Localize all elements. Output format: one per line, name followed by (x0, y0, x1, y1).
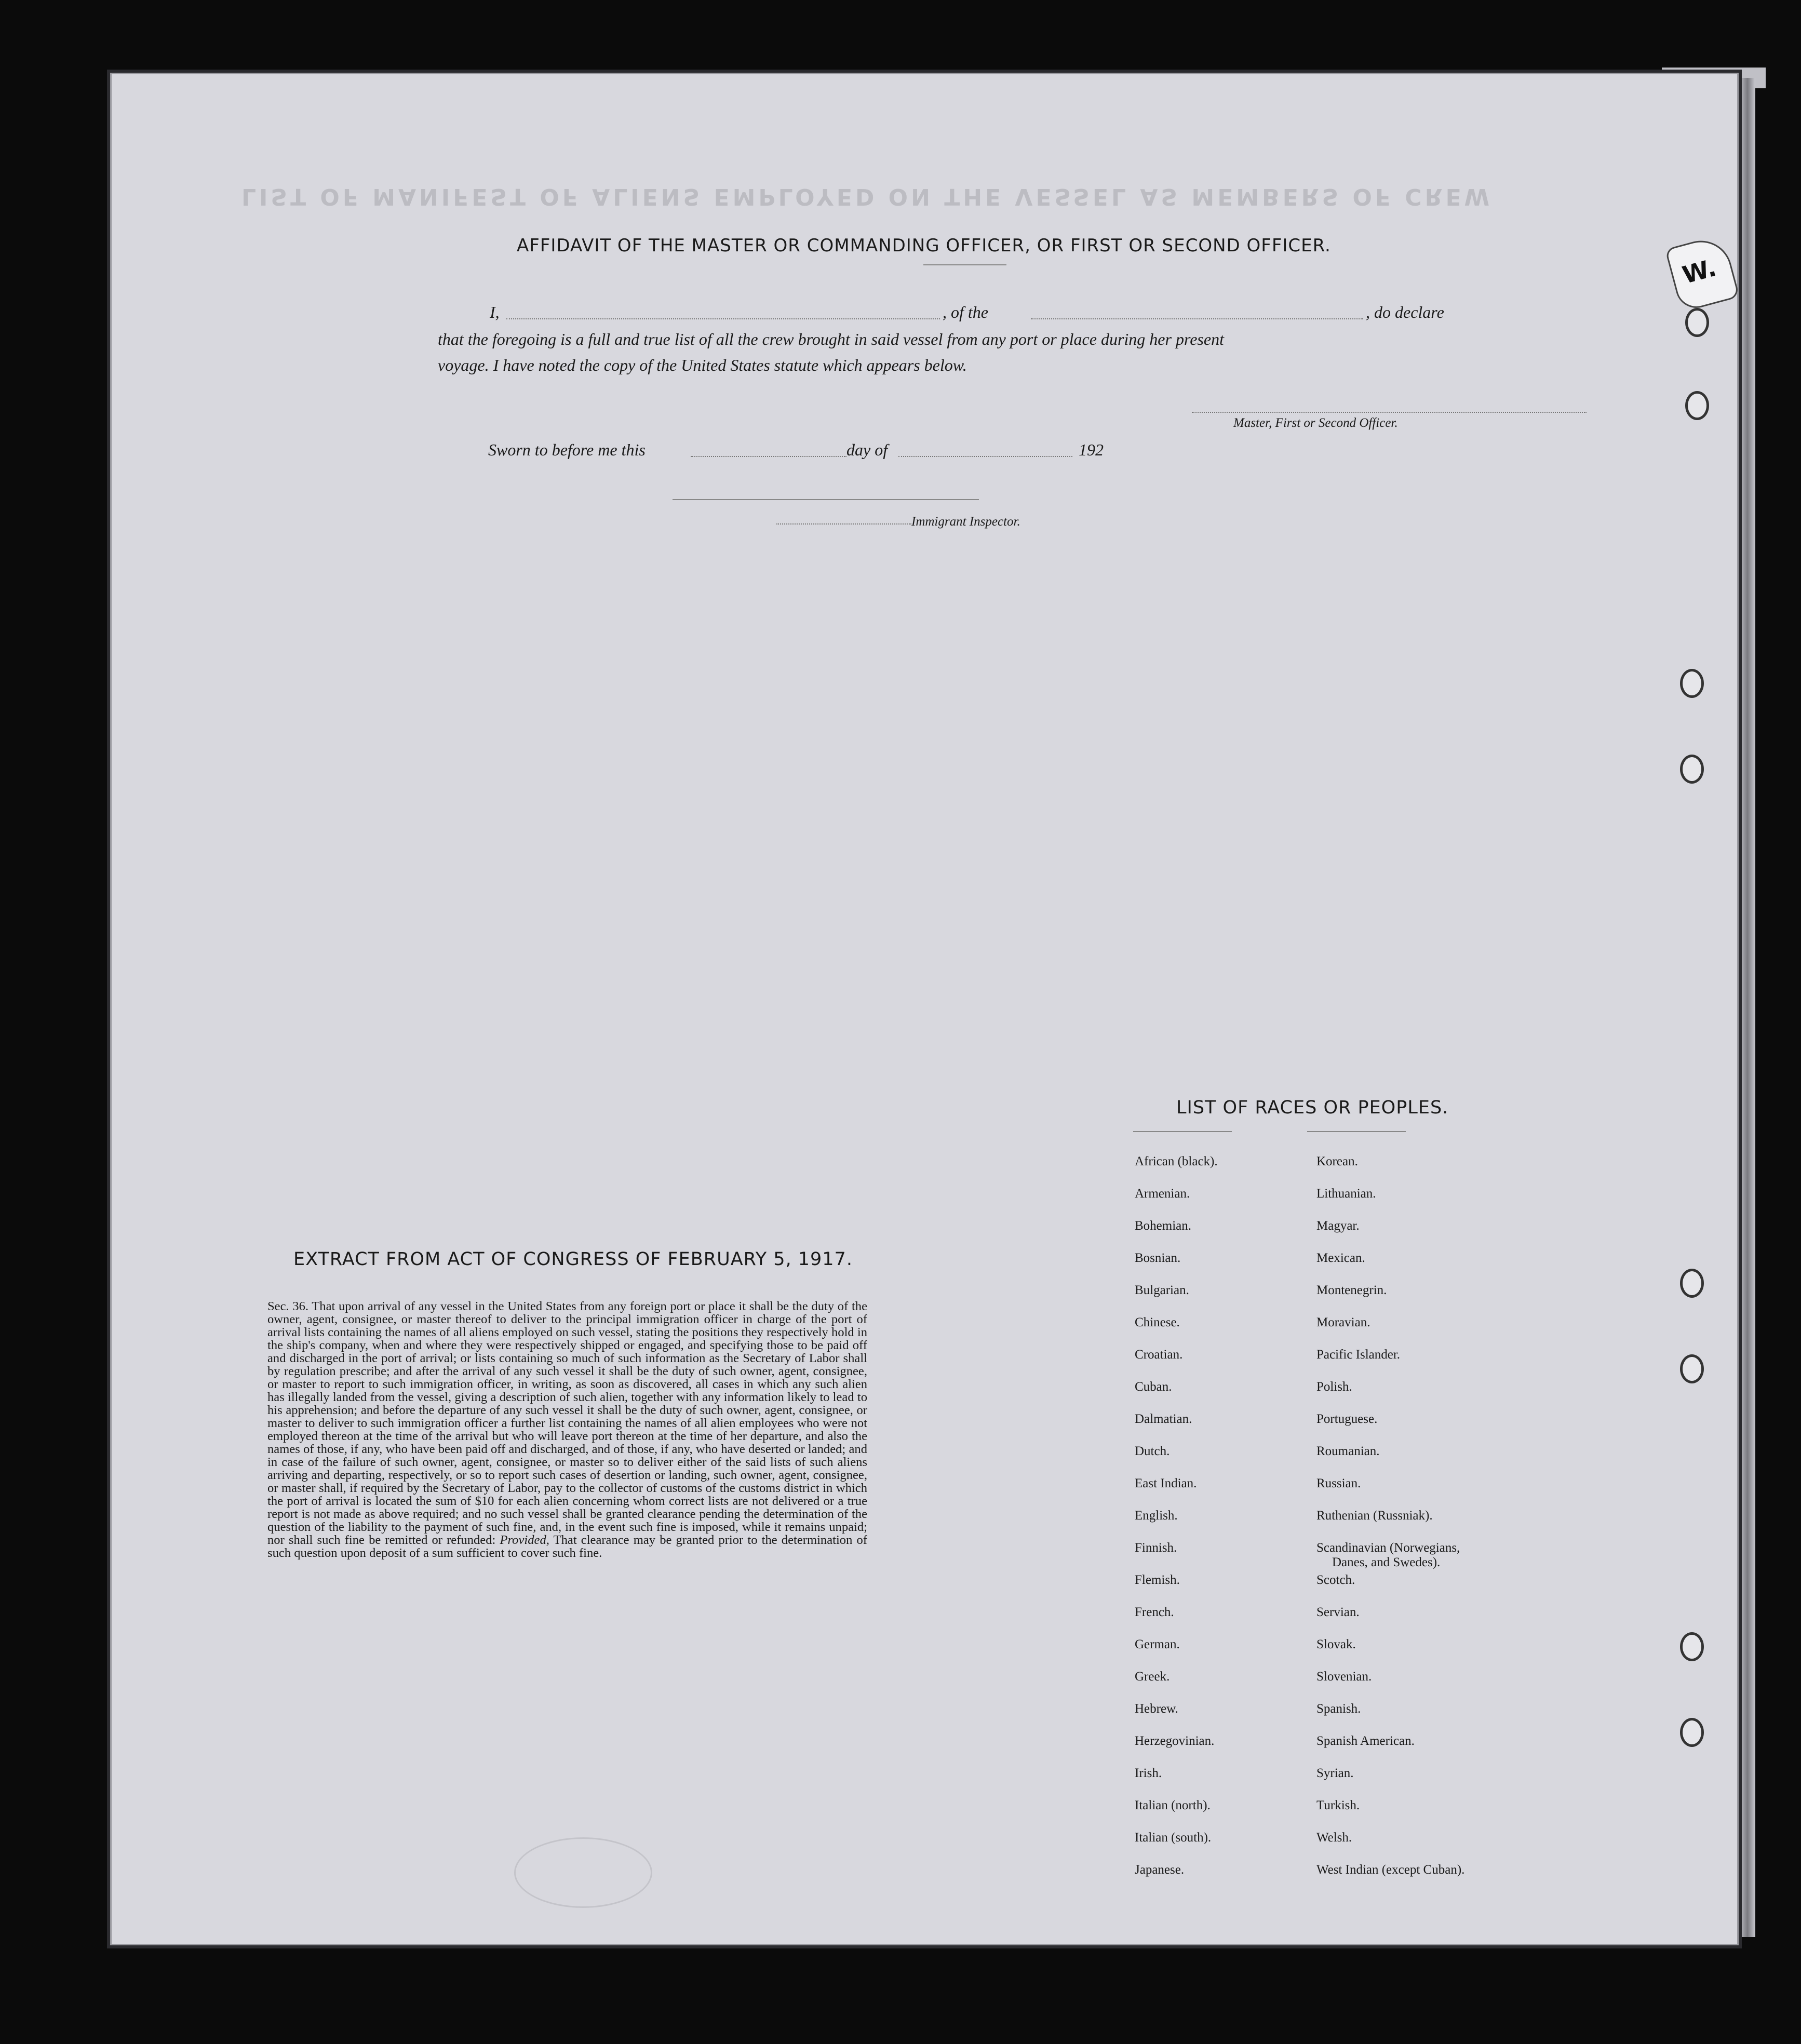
races-title: LIST OF RACES OR PEOPLES. (1176, 1097, 1449, 1118)
race-item: Montenegrin. (1316, 1283, 1387, 1297)
race-item: Russian. (1316, 1476, 1361, 1490)
race-item: Finnish. (1135, 1541, 1177, 1555)
race-item: Armenian. (1135, 1187, 1190, 1201)
race-item: Flemish. (1135, 1573, 1180, 1587)
extract-body: Sec. 36. That upon arrival of any vessel in the United States from any foreign port or place it shall be the duty of the owner, agent, consignee, or master thereof to deliver to the principal immigration officer in charge of the port of arrival lists containing the names of all aliens employed on such vessel, stating the positions they respectively hold in the ship's company, when and where they were respectively shipped or engaged, and specifying those to be paid off and discharged in the port of arrival; or lists containing so much of such information as the Secretary of Labor shall by regulation prescribe; and after the arrival of any such vessel it shall be the duty of such owner, agent, consignee, or master to report to such immigration officer, in writing, as soon as discovered, all cases in which any such alien has illegally landed from the vessel, giving a description of such alien, together with any information likely to lead to his apprehension; and before the departure of any such vessel it shall be the duty of such owner, agent, consignee, or master to deliver to such immigration officer a further list containing the names of all alien employees who were not employed thereon at the time of the arrival but who will leave port thereon at the time of her departure, and also the names of those, if any, who have been paid off and discharged, and of those, if any, who have deserted or landed; and in case of the failure of such owner, agent, consignee, or master so to deliver either of the said lists of such aliens arriving and departing, respectively, or so to report such cases of desertion or landing, such owner, agent, consignee, or master shall, if required by the Secretary of Labor, pay to the collector of customs of the customs district in which the port of arrival is located the sum of $10 for each alien concerning whom correct lists are not delivered or a true report is not made as above required; and no such vessel shall be granted clearance pending the determination of the question of the liability to the payment of such fine, and, in the event such fine is imposed, while it remains unpaid; nor shall such fine be remitted or refunded: (267, 1299, 867, 1547)
race-item: Italian (south). (1135, 1831, 1212, 1845)
punch-hole (1680, 1269, 1704, 1298)
race-item: Polish. (1316, 1380, 1352, 1394)
vessel-blank (1031, 318, 1363, 319)
punch-hole (1680, 1718, 1704, 1747)
punch-hole (1680, 669, 1704, 698)
index-tab: W. (1665, 234, 1740, 313)
sworn-text: Sworn to before me this (488, 440, 646, 459)
punch-hole (1685, 308, 1709, 337)
day-blank (691, 456, 846, 457)
race-item: Ruthenian (Russniak). (1316, 1509, 1433, 1523)
race-item: Lithuanian. (1316, 1187, 1376, 1201)
extract-text (267, 1300, 867, 1559)
race-item: German. (1135, 1637, 1180, 1651)
race-item: Chinese. (1135, 1315, 1180, 1329)
race-item: West Indian (except Cuban). (1316, 1863, 1465, 1877)
inspector-label: Immigrant Inspector. (911, 515, 1020, 529)
race-item: Bosnian. (1135, 1251, 1181, 1265)
race-item: Greek. (1135, 1670, 1170, 1684)
affidavit-line-2: that the foregoing is a full and true list of all the crew brought in said vessel from any port or place during her present (438, 330, 1224, 348)
month-blank (898, 456, 1072, 457)
punch-hole (1685, 391, 1709, 420)
extract-title: EXTRACT FROM ACT OF CONGRESS OF FEBRUARY 5, 1917. (293, 1249, 853, 1270)
race-item: Cuban. (1135, 1380, 1172, 1394)
affidavit-declare: , do declare (1366, 303, 1444, 321)
punch-hole (1680, 1354, 1704, 1383)
race-item: Slovenian. (1316, 1670, 1372, 1684)
extract-body-end: That clearance may be granted prior to the determination of such question upon deposit of a sum sufficient to cover such fine. (267, 1533, 867, 1560)
races-rule-right (1307, 1131, 1406, 1132)
race-item: Magyar. (1316, 1219, 1360, 1233)
race-item: African (black). (1135, 1154, 1218, 1168)
race-item: Servian. (1316, 1605, 1360, 1619)
race-item: Dalmatian. (1135, 1412, 1192, 1426)
race-item: Korean. (1316, 1154, 1358, 1168)
race-item: Dutch. (1135, 1444, 1170, 1458)
race-item: Irish. (1135, 1766, 1162, 1780)
race-item: Moravian. (1316, 1315, 1370, 1329)
inspector-signature-line (776, 523, 911, 525)
affidavit-of-the: , of the (943, 303, 988, 321)
title-rule (923, 264, 1006, 265)
race-item: Spanish American. (1316, 1734, 1415, 1748)
day-of-text: day of (846, 440, 888, 459)
race-item: Scandinavian (Norwegians, (1316, 1541, 1460, 1555)
page-stack-edge-right (1740, 78, 1755, 1937)
punch-hole (1680, 1632, 1704, 1661)
race-item: Japanese. (1135, 1863, 1185, 1877)
race-item: Bulgarian. (1135, 1283, 1189, 1297)
punch-hole (1680, 755, 1704, 784)
race-item: Roumanian. (1316, 1444, 1380, 1458)
race-item: Spanish. (1316, 1702, 1361, 1716)
affidavit-i: I, (490, 303, 500, 321)
race-item: East Indian. (1135, 1476, 1197, 1490)
name-blank (506, 318, 940, 319)
master-signature-line (1192, 412, 1587, 413)
race-item: Turkish. (1316, 1798, 1360, 1812)
master-label: Master, First or Second Officer. (1233, 416, 1398, 430)
affidavit-title: AFFIDAVIT OF THE MASTER OR COMMANDING OFFICER, OR FIRST OR SECOND OFFICER. (517, 235, 1331, 256)
race-item: Mexican. (1316, 1251, 1365, 1265)
race-item: Syrian. (1316, 1766, 1354, 1780)
race-item: Bohemian. (1135, 1219, 1192, 1233)
race-item: Welsh. (1316, 1831, 1352, 1845)
races-rule-left (1133, 1131, 1232, 1132)
race-item: Portuguese. (1316, 1412, 1378, 1426)
race-item: Croatian. (1135, 1348, 1183, 1362)
race-item: Herzegovinian. (1135, 1734, 1215, 1748)
race-item: English. (1135, 1509, 1178, 1523)
race-item: French. (1135, 1605, 1174, 1619)
provided-word: Provided, (500, 1533, 549, 1547)
race-item: Slovak. (1316, 1637, 1356, 1651)
faint-stamp (514, 1837, 652, 1908)
race-item: Italian (north). (1135, 1798, 1211, 1812)
separator-rule (673, 499, 979, 500)
manifest-page (110, 73, 1739, 1945)
affidavit-line-3: voyage. I have noted the copy of the United States statute which appears below. (438, 356, 967, 374)
bleed-through-text: LIST OF MANIFEST OF ALIENS EMPLOYED ON THE VESSEL AS MEMBERS OF CREW (241, 183, 1493, 210)
race-item: Pacific Islander. (1316, 1348, 1401, 1362)
race-item: Scotch. (1316, 1573, 1355, 1587)
year-prefix: 192 (1079, 440, 1104, 459)
race-item: Danes, and Swedes). (1332, 1555, 1441, 1569)
race-item: Hebrew. (1135, 1702, 1178, 1716)
